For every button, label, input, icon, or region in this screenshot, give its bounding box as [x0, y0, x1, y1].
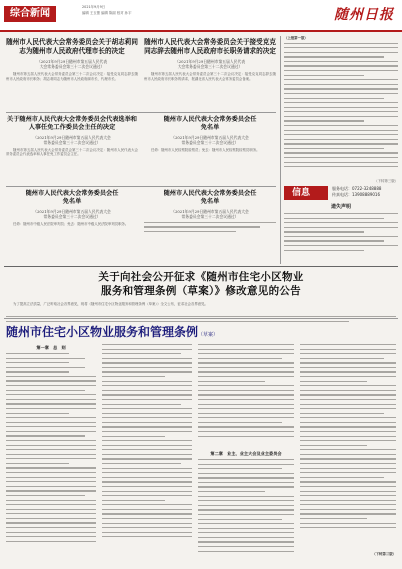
- divider: [6, 186, 276, 187]
- regulation-text: [198, 459, 294, 563]
- regulation-text: [6, 353, 96, 563]
- regulation-col-1: [6, 344, 96, 563]
- lost-notice: [284, 204, 398, 259]
- article-appointments-2: [6, 190, 138, 240]
- article-body: 任命：随州市人民检察院检察员；免去：随州市人民检察院检察员职务。: [151, 147, 260, 152]
- regulation-col-3: [198, 344, 294, 563]
- chapter-heading-2: 第二章 业主、业主大会及业主委员会: [210, 451, 282, 456]
- lost-notice-body: [284, 213, 398, 259]
- article-resignation: [144, 38, 276, 92]
- regulation-text: [300, 344, 396, 552]
- regulation-text: [198, 344, 294, 450]
- regulation-text: [102, 344, 192, 563]
- article-title: 随州市人民代表大会常务委员会关于接受克克同志辞去随州市人民政府市长职务请求的决定: [144, 38, 276, 55]
- section-divider: [4, 318, 398, 319]
- article-appointments-3: [144, 190, 276, 236]
- article-subtitle: （2021年9月29日随州市第五届人民代表大会 常务委员会第三十二次会议通过）: [33, 208, 111, 219]
- article-body: 随州市第五届人民代表大会常务委员会第三十二次会议决定：随州市人民代表大会常务委员会代表选举和人事任免工作委员会主任。: [6, 147, 138, 157]
- article-title: 关于随州市人民代表大会常务委员会代表选举和人事任免工作委员会主任的决定: [7, 116, 137, 132]
- column-divider: [280, 36, 281, 264]
- article-title: 随州市人民代表大会常务委员会任免名单: [25, 190, 119, 206]
- regulation-title-block: [6, 321, 396, 339]
- notice-body: 为了提高立法质量，广泛听取社会各界意见，现将《随州市住宅小区物业服务和管理条例（草案）》全文公布，征求社会各界意见。: [13, 302, 208, 306]
- info-phone-fax: 传真电话：13908889016: [332, 192, 380, 197]
- article-body: 任命：随州市中级人民法院审判员；免去：随州市中级人民法院审判员职务。: [13, 221, 129, 226]
- masthead-logo: 随州日报: [334, 7, 394, 23]
- info-phone-service: 服务电话：0722-3248888: [332, 186, 382, 191]
- regulation-title-suffix: （草案）: [198, 332, 219, 338]
- regulation-col-2: [102, 344, 192, 563]
- divider: [6, 112, 276, 113]
- section-tag: 综合新闻: [4, 6, 56, 22]
- article-subtitle: （2021年9月29日随州市第五届人民代表大会 常务委员会第三十二次会议通过）: [171, 208, 249, 219]
- regulation-continue-note: （下转第三版）: [372, 552, 396, 556]
- article-subtitle: （2021年9月29日随州市第五届人民代表 大会常务委员会第三十二次会议通过）: [36, 59, 108, 69]
- article-body: [144, 222, 276, 236]
- continued-article-body: [284, 43, 398, 179]
- regulation-col-4: [300, 344, 396, 557]
- article-body: 随州市第五届人民代表大会常务委员会第三十二次会议决定：接受克克同志辞去随州市人民政府市长职务；胡志莉同志为随州市人民政府副市长、代理市长。: [6, 72, 138, 81]
- notice-title: 关于向社会公开征求《随州市住宅小区物业 服务和管理条例（草案）》修改意见的公告: [98, 271, 304, 297]
- article-appointments-1: [144, 116, 276, 188]
- article-committee-director: [6, 116, 138, 172]
- article-title: 随州市人民代表大会常务委员会任免名单: [163, 190, 257, 206]
- article-acting-mayor: [6, 38, 138, 92]
- header-editors: 编辑 王玉蕾 编辑 陈丽 校对 孙宇: [82, 11, 132, 15]
- article-body: 随州市第五届人民代表大会常务委员会第三十二次会议决定：接受克克同志辞去随州市人民政府市长职务的请求，报湖北省人民代表大会常务委员会备案。: [144, 72, 276, 81]
- continued-article: [284, 36, 398, 183]
- continued-note: （下转第三版）: [374, 178, 398, 183]
- article-title: 随州市人民代表大会常务委员会任免名单: [163, 116, 257, 132]
- info-phones: [332, 186, 381, 198]
- header-date: 2021年9月9日: [82, 5, 106, 9]
- article-title: 随州市人民代表大会常务委员会关于胡志莉同志为随州市人民政府代理市长的决定: [6, 38, 138, 55]
- continued-tag: （上接第一版）: [284, 36, 308, 40]
- chapter-heading-1: 第一章 总 则: [36, 345, 66, 350]
- section-divider: [4, 266, 398, 267]
- article-subtitle: （2021年9月29日随州市第五届人民代表大会 常务委员会第三十二次会议通过）: [171, 134, 249, 145]
- header-meta: [82, 4, 131, 16]
- info-label: 信息: [292, 188, 311, 198]
- article-subtitle: （2021年9月29日随州市第五届人民代表大会 常务委员会第三十二次会议通过）: [33, 134, 111, 145]
- lost-notice-title: 遗失声明: [330, 204, 351, 210]
- regulation-title: 随州市住宅小区物业服务和管理条例: [6, 325, 199, 339]
- article-subtitle: （2021年9月29日随州市第五届人民代表 大会常务委员会第三十二次会议通过）: [174, 59, 246, 69]
